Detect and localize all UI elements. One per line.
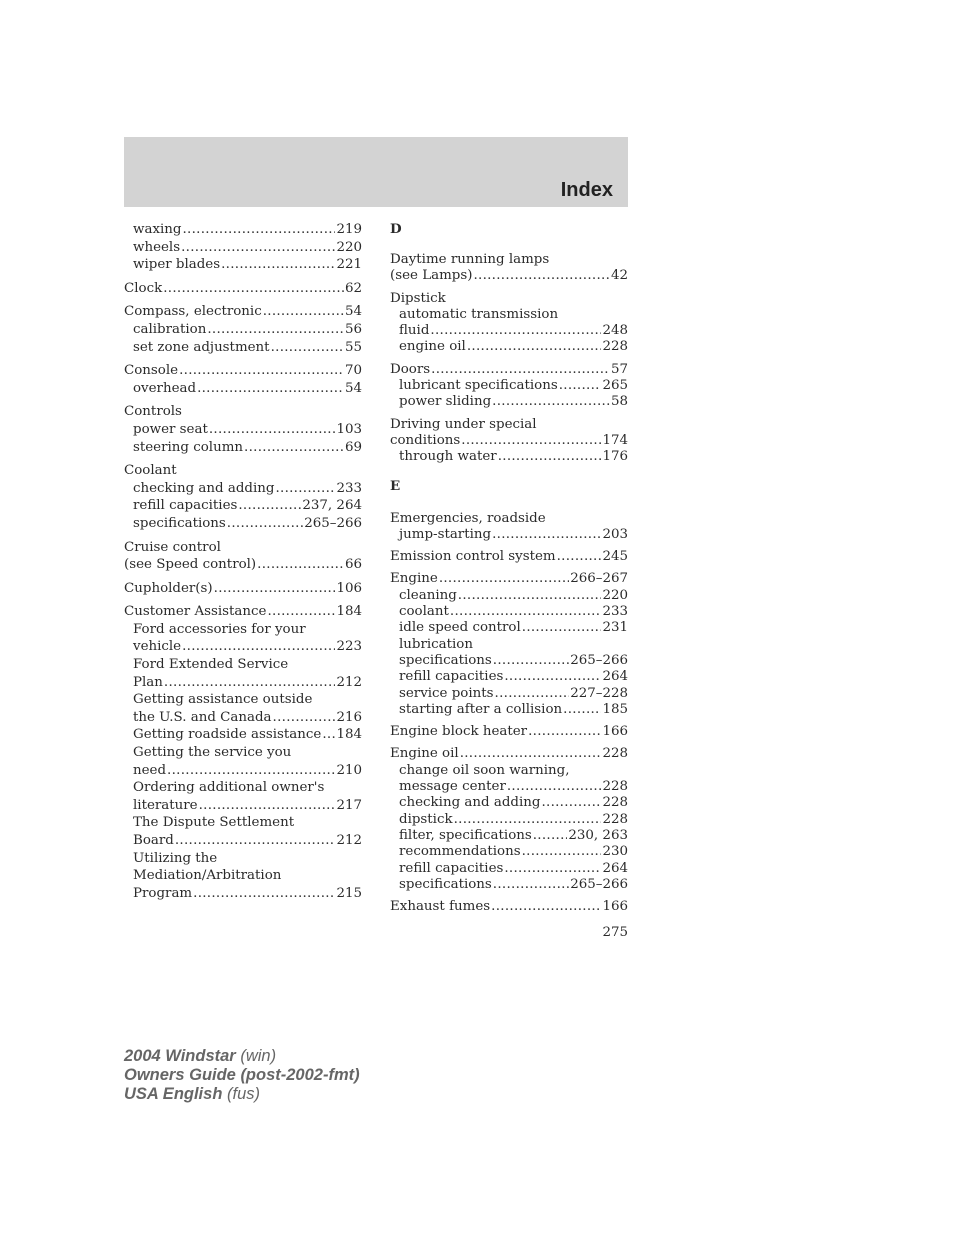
index-entry-text: message center [399, 779, 506, 795]
index-subentry [124, 744, 362, 762]
index-entry-text: Controls [124, 404, 182, 420]
index-subentry [390, 669, 628, 685]
index-page-ref: 219 [336, 222, 362, 237]
index-subentry [124, 339, 362, 357]
index-page-ref: 174 [602, 432, 628, 448]
index-page-ref: 221 [336, 257, 362, 273]
dot-leader [454, 812, 602, 828]
index-entry-group [390, 899, 628, 915]
index-subentry [124, 321, 362, 339]
index-subentry [390, 527, 628, 543]
dot-leader [181, 239, 335, 257]
index-entry-text: specifications [399, 652, 492, 668]
index-entry-text: Mediation/Arbitration [133, 868, 282, 884]
index-entry-text: Getting assistance outside [133, 692, 313, 708]
index-entry-group [124, 462, 362, 532]
index-subentry [390, 378, 628, 394]
dot-leader [557, 549, 602, 565]
index-subentry [124, 656, 362, 674]
index-page-ref: 223 [336, 639, 362, 655]
index-entry-text: set zone adjustment [133, 339, 270, 355]
index-entry-text: Getting roadside assistance [133, 727, 322, 743]
index-entry [124, 280, 362, 298]
dot-leader [244, 439, 344, 457]
dot-leader [522, 620, 602, 636]
section-d-entries [390, 252, 628, 466]
index-page-ref: 212 [336, 674, 362, 690]
index-entry-text: filter, specifications [399, 827, 532, 843]
index-page-ref: 210 [336, 762, 362, 778]
index-entry-text: lubricant specifications [399, 378, 558, 394]
index-entry-group [124, 580, 362, 598]
dot-leader [207, 321, 344, 339]
index-entry-text: checking and adding [399, 795, 541, 811]
index-subentry [124, 709, 362, 727]
index-entry-text: dipstick [399, 811, 453, 827]
index-page-ref: 245 [602, 549, 628, 565]
dot-leader [263, 303, 344, 321]
index-entry-group [390, 252, 628, 285]
index-entry-text: literature [133, 797, 198, 813]
index-subentry [390, 449, 628, 465]
index-subentry [124, 439, 362, 457]
index-page-ref: 228 [602, 339, 628, 355]
index-page-ref: 265–266 [304, 515, 362, 531]
index-subentry [390, 339, 628, 355]
index-page-ref: 57 [610, 361, 628, 377]
document-footer [124, 1047, 360, 1104]
section-e-entries [390, 511, 628, 916]
index-page-ref: 230 [602, 844, 628, 860]
dot-leader [275, 480, 335, 498]
dot-leader [495, 686, 570, 702]
index-entry-text: Program [133, 885, 193, 901]
dot-leader [493, 653, 569, 669]
index-subentry [124, 380, 362, 398]
index-entry-text: jump-starting [399, 526, 492, 542]
index-page-ref: 66 [344, 557, 362, 573]
dot-leader [504, 669, 601, 685]
dot-leader [439, 571, 569, 587]
index-entry-group [390, 417, 628, 466]
index-subentry [124, 421, 362, 439]
section-letter-d: D [390, 221, 402, 237]
index-column-left [124, 221, 362, 908]
dot-leader [458, 588, 602, 604]
index-entry-text: power sliding [399, 394, 492, 410]
index-entry [390, 252, 628, 268]
index-entry-text: Exhaust fumes [390, 899, 491, 915]
index-subentry [390, 323, 628, 339]
index-entry-text: Coolant [124, 463, 177, 479]
index-page-ref: 228 [602, 779, 628, 795]
dot-leader [193, 885, 335, 903]
index-entry-text: Ordering additional owner's [133, 780, 325, 796]
index-entry-group [390, 291, 628, 356]
index-entry-text: idle speed control [399, 620, 521, 636]
dot-leader [238, 497, 301, 515]
index-entry-text: waxing [133, 222, 182, 237]
dot-leader [492, 527, 601, 543]
index-entry-text: Daytime running lamps [390, 252, 550, 267]
index-subentry [124, 726, 362, 744]
dot-leader [221, 256, 335, 274]
index-page-ref: 264 [602, 669, 628, 685]
index-page-ref: 264 [602, 860, 628, 876]
dot-leader [175, 832, 336, 850]
dot-leader [528, 724, 601, 740]
dot-leader [431, 362, 610, 378]
index-page-ref: 166 [602, 724, 628, 740]
dot-leader [522, 844, 602, 860]
dot-leader [460, 746, 602, 762]
index-entry-text: lubrication [399, 636, 473, 652]
index-entry-text: the U.S. and Canada [133, 709, 272, 725]
dot-leader [504, 861, 601, 877]
header-band [124, 137, 628, 207]
index-entry-text: automatic transmission [399, 306, 559, 322]
dot-leader [214, 580, 336, 598]
index-page-ref: 58 [610, 394, 628, 410]
index-subentry [390, 812, 628, 828]
dot-leader [491, 899, 601, 915]
index-entry-text: Engine block heater [390, 724, 528, 740]
index-entry-text: Getting the service you [133, 745, 292, 761]
index-entry-text: starting after a collision [399, 701, 563, 717]
index-entry [390, 899, 628, 915]
index-entry [124, 403, 362, 421]
index-subentry [124, 762, 362, 780]
index-entry [390, 511, 628, 527]
index-subentry [124, 691, 362, 709]
index-page-ref: 176 [602, 449, 628, 465]
index-entry-group [124, 221, 362, 274]
index-page-ref: 42 [610, 268, 628, 284]
index-entry-text: cleaning [399, 587, 457, 603]
dot-leader [199, 797, 336, 815]
index-page-ref: 265–266 [570, 876, 628, 892]
index-entry-text: The Dispute Settlement [133, 815, 295, 831]
index-entry [390, 268, 628, 284]
dot-leader [271, 339, 344, 357]
index-entry-group [390, 511, 628, 544]
index-entry-text: change oil soon warning, [399, 762, 570, 778]
index-subentry [390, 588, 628, 604]
index-entry-group [124, 403, 362, 456]
index-subentry [124, 814, 362, 832]
dot-leader [559, 378, 602, 394]
index-entry-text: service points [399, 685, 494, 701]
index-entry-text: Engine oil [390, 746, 459, 762]
index-entry [390, 433, 628, 449]
index-page-ref: 266–267 [570, 571, 628, 587]
index-entry-text: vehicle [133, 639, 182, 655]
index-page-ref: 227–228 [570, 685, 628, 701]
index-subentry [390, 828, 628, 844]
index-entry [390, 291, 628, 307]
index-entry-group [124, 303, 362, 356]
index-entry-text: Console [124, 363, 179, 379]
index-entry-text: (see Speed control) [124, 557, 257, 573]
index-entry-text: Cupholder(s) [124, 580, 213, 596]
index-page-ref: 233 [336, 480, 362, 496]
index-subentry [124, 867, 362, 885]
index-entry [390, 549, 628, 565]
index-entry-text: (see Lamps) [390, 268, 473, 284]
index-entry-text: engine oil [399, 339, 466, 355]
index-subentry [390, 620, 628, 636]
index-page-ref: 231 [602, 620, 628, 636]
dot-leader [257, 556, 344, 574]
dot-leader [507, 779, 602, 795]
index-subentry [124, 674, 362, 692]
dot-leader [179, 362, 344, 380]
index-entry-text: Driving under special [390, 416, 537, 432]
dot-leader [163, 280, 344, 298]
index-subentry [390, 653, 628, 669]
index-entry-text: need [133, 762, 167, 778]
index-entry-text: Emergencies, roadside [390, 510, 546, 526]
index-entry-group [124, 539, 362, 574]
dot-leader [197, 380, 344, 398]
index-page-ref: 212 [336, 833, 362, 848]
index-entry-text: Compass, electronic [124, 304, 262, 320]
index-subentry [124, 621, 362, 639]
index-subentry [390, 861, 628, 877]
index-page-ref: 228 [602, 811, 628, 827]
index-entry [124, 303, 362, 321]
index-entry-text: specifications [399, 876, 492, 892]
index-subentry [124, 256, 362, 274]
index-entry-group [124, 603, 362, 902]
index-page-ref: 69 [344, 439, 362, 455]
index-entry-text: power seat [133, 421, 208, 437]
index-entry-group [124, 280, 362, 298]
index-subentry [124, 779, 362, 797]
index-entry-text: refill capacities [399, 860, 504, 876]
dot-leader [461, 433, 601, 449]
index-entry-text: refill capacities [133, 498, 238, 514]
dot-leader [467, 339, 602, 355]
index-entry [390, 362, 628, 378]
dot-leader [167, 762, 335, 780]
index-page-ref: 203 [602, 526, 628, 542]
index-subentry [124, 832, 362, 850]
section-letter-e: E [390, 477, 401, 494]
index-page-ref: 56 [344, 321, 362, 337]
index-entry-text: Doors [390, 361, 431, 377]
index-page-ref: 184 [336, 604, 362, 620]
index-page-ref: 166 [602, 899, 628, 915]
index-page-ref: 248 [602, 323, 628, 339]
index-entry-text: Plan [133, 674, 163, 690]
index-entry-text: Dipstick [390, 290, 446, 306]
index-subentry [390, 844, 628, 860]
index-entry [124, 556, 362, 574]
index-page-ref: 216 [336, 709, 362, 725]
dot-leader [473, 268, 610, 284]
index-entry [390, 417, 628, 433]
footer-line-guide: Owners Guide (post-2002-fmt) [124, 1066, 360, 1084]
index-column-right [390, 221, 628, 921]
index-entry-group [390, 724, 628, 740]
index-entry-text: wheels [133, 239, 181, 255]
index-entry-text: specifications [133, 515, 226, 531]
index-subentry [390, 763, 628, 779]
dot-leader [164, 674, 336, 692]
index-page-ref: 185 [602, 701, 628, 717]
index-entry-text: conditions [390, 432, 461, 448]
page-number: 275 [602, 925, 628, 940]
dot-leader [498, 449, 602, 465]
dot-leader [430, 323, 601, 339]
index-entry-text: Clock [124, 280, 163, 296]
index-entry [124, 603, 362, 621]
index-page-ref: 228 [602, 795, 628, 811]
index-subentry [124, 480, 362, 498]
index-subentry [390, 307, 628, 323]
index-page-ref: 220 [602, 587, 628, 603]
index-entry-text: Engine [390, 571, 438, 587]
dot-leader [227, 515, 303, 533]
index-subentry [124, 221, 362, 239]
index-entry-text: Board [133, 833, 174, 848]
index-subentry [390, 686, 628, 702]
index-entry [124, 462, 362, 480]
index-page-ref: 70 [344, 363, 362, 379]
index-subentry [124, 797, 362, 815]
index-page-ref: 184 [336, 727, 362, 743]
index-page-ref: 217 [336, 797, 362, 813]
index-entry-text: wiper blades [133, 257, 221, 273]
index-subentry [124, 638, 362, 656]
dot-leader [267, 603, 335, 621]
index-entry-text: overhead [133, 380, 197, 396]
index-entry-text: Customer Assistance [124, 604, 267, 620]
dot-leader [322, 726, 335, 744]
index-page-ref: 215 [336, 885, 362, 901]
index-subentry [124, 515, 362, 533]
index-entry-text: Ford accessories for your [133, 621, 306, 637]
index-subentry [390, 795, 628, 811]
dot-leader [209, 421, 336, 439]
index-page-ref: 228 [602, 746, 628, 762]
index-page-ref: 103 [336, 421, 362, 437]
index-entry [124, 539, 362, 557]
index-subentry [390, 877, 628, 893]
dot-leader [450, 604, 602, 620]
index-entry [390, 724, 628, 740]
index-entry-text: Cruise control [124, 539, 221, 555]
index-page-ref: 265 [602, 378, 628, 394]
index-page-ref: 55 [344, 339, 362, 355]
index-entry-group [390, 571, 628, 718]
index-entry-text: Emission control system [390, 549, 556, 565]
dot-leader [182, 221, 335, 239]
dot-leader [541, 795, 601, 811]
index-subentry [124, 885, 362, 903]
index-page-ref: 237, 264 [302, 498, 362, 514]
footer-line-model: 2004 Windstar (win) [124, 1047, 277, 1065]
index-entry-group [390, 549, 628, 565]
index-entry-group [390, 746, 628, 893]
index-entry [390, 746, 628, 762]
index-entry-group [124, 362, 362, 397]
dot-leader [182, 638, 335, 656]
index-subentry [124, 239, 362, 257]
index-entry [124, 362, 362, 380]
index-subentry [390, 394, 628, 410]
footer-line-language: USA English (fus) [124, 1085, 260, 1103]
index-subentry [390, 604, 628, 620]
dot-leader [273, 709, 336, 727]
index-subentry [390, 779, 628, 795]
index-entry-text: checking and adding [133, 480, 275, 496]
index-subentry [390, 702, 628, 718]
index-entry [124, 580, 362, 598]
index-page-ref: 54 [344, 380, 362, 396]
index-entry-group [390, 362, 628, 411]
index-page-ref: 106 [336, 580, 362, 596]
index-page-ref: 220 [336, 239, 362, 255]
index-subentry [124, 850, 362, 868]
index-entry [390, 571, 628, 587]
page-title: Index [560, 179, 613, 201]
index-page-ref: 233 [602, 604, 628, 620]
index-entry-text: coolant [399, 604, 449, 620]
dot-leader [493, 877, 569, 893]
index-subentry [124, 497, 362, 515]
index-entry-text: fluid [399, 323, 430, 339]
index-entry-text: Utilizing the [133, 850, 218, 866]
index-entry-text: recommendations [399, 844, 521, 860]
index-entry-text: calibration [133, 321, 207, 337]
index-subentry [390, 637, 628, 653]
index-entry-text: steering column [133, 439, 244, 455]
index-page-ref: 265–266 [570, 652, 628, 668]
index-page-ref: 62 [344, 280, 362, 296]
dot-leader [563, 702, 601, 718]
index-entry-text: refill capacities [399, 669, 504, 685]
index-page-ref: 230, 263 [568, 827, 628, 843]
index-entry-text: through water [399, 449, 497, 465]
index-entry-text: Ford Extended Service [133, 657, 289, 673]
index-page-ref: 54 [344, 304, 362, 320]
dot-leader [533, 828, 568, 844]
dot-leader [492, 394, 610, 410]
